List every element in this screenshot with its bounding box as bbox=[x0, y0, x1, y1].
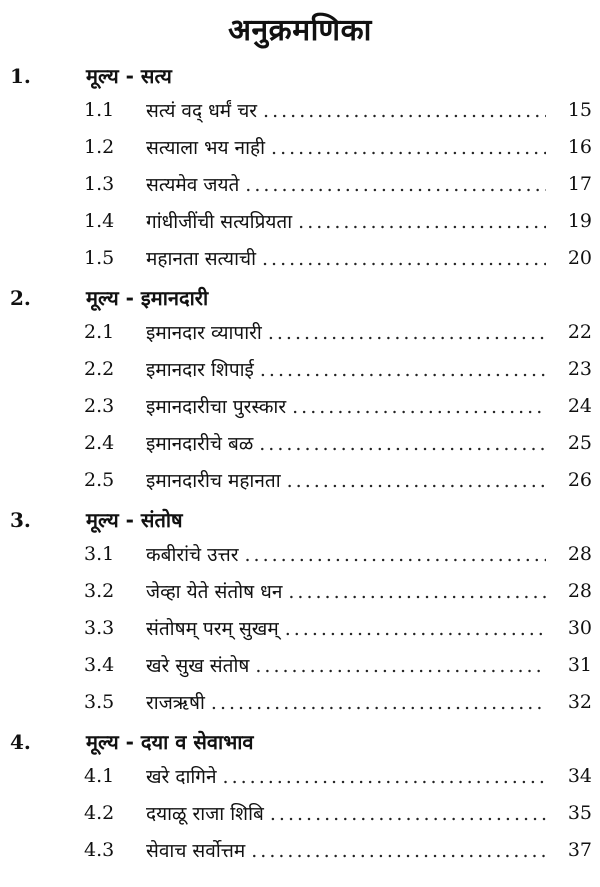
toc-entry bbox=[0, 390, 600, 424]
entry-title: इमानदार शिपाई bbox=[146, 359, 254, 381]
entry-number: 1.1 bbox=[84, 99, 115, 121]
entry-page-number: 37 bbox=[567, 839, 592, 861]
chapter-title: मूल्य - संतोष bbox=[86, 508, 183, 532]
entry-title: सत्याला भय नाही bbox=[146, 137, 266, 159]
entry-title: महानता सत्याची bbox=[146, 248, 256, 270]
entry-page-number: 34 bbox=[567, 765, 592, 787]
entry-page-number: 24 bbox=[567, 395, 592, 417]
entry-page-number: 16 bbox=[567, 136, 592, 158]
toc-entry bbox=[0, 760, 600, 794]
entry-number: 2.2 bbox=[84, 358, 115, 380]
entry-page-number: 35 bbox=[567, 802, 592, 824]
entry-title: कबीरांचे उत्तर bbox=[146, 544, 239, 566]
entry-page-number: 23 bbox=[567, 358, 592, 380]
dot-leader bbox=[285, 618, 546, 640]
toc-entry bbox=[0, 575, 600, 609]
dot-leader bbox=[244, 544, 546, 566]
entry-page-number: 19 bbox=[567, 210, 592, 232]
chapter-number: 3. bbox=[10, 508, 31, 532]
dot-leader bbox=[211, 692, 546, 714]
dot-leader bbox=[255, 655, 546, 677]
toc-entry bbox=[0, 649, 600, 683]
page-title: अनुक्रमणिका bbox=[228, 13, 372, 48]
entry-title: गांधीजींची सत्यप्रियता bbox=[146, 211, 293, 233]
entry-title: जेव्हा येते संतोष धन bbox=[146, 581, 283, 603]
entry-title: राजऋषी bbox=[146, 692, 205, 714]
toc-entry bbox=[0, 612, 600, 646]
entry-number: 3.1 bbox=[84, 543, 115, 565]
entry-page-number: 26 bbox=[567, 469, 592, 491]
entry-number: 2.5 bbox=[84, 469, 115, 491]
entry-title: सत्यमेव जयते bbox=[146, 174, 240, 196]
toc-entry bbox=[0, 538, 600, 572]
dot-leader bbox=[268, 322, 546, 344]
entry-number: 2.4 bbox=[84, 432, 115, 454]
dot-leader bbox=[263, 100, 546, 122]
chapter-heading bbox=[0, 504, 600, 538]
dot-leader bbox=[262, 248, 546, 270]
entry-page-number: 25 bbox=[567, 432, 592, 454]
entry-title: खरे सुख संतोष bbox=[146, 655, 250, 677]
entry-page-number: 22 bbox=[567, 321, 592, 343]
entry-number: 1.3 bbox=[84, 173, 115, 195]
chapter-number: 4. bbox=[10, 730, 31, 754]
dot-leader bbox=[288, 581, 546, 603]
chapter-heading bbox=[0, 282, 600, 316]
entry-page-number: 30 bbox=[567, 617, 592, 639]
dot-leader bbox=[271, 137, 546, 159]
entry-number: 1.5 bbox=[84, 247, 115, 269]
entry-page-number: 31 bbox=[567, 654, 592, 676]
chapter-heading bbox=[0, 726, 600, 760]
entry-number: 3.3 bbox=[84, 617, 115, 639]
dot-leader bbox=[270, 803, 546, 825]
entry-page-number: 20 bbox=[567, 247, 592, 269]
toc-entry bbox=[0, 834, 600, 868]
toc-entry bbox=[0, 242, 600, 276]
entry-number: 4.3 bbox=[84, 839, 115, 861]
entry-number: 4.2 bbox=[84, 802, 115, 824]
entry-title: सेवाच सर्वोत्तम bbox=[146, 840, 246, 862]
toc-entry bbox=[0, 464, 600, 498]
entry-title: इमानदारीचे बळ bbox=[146, 433, 254, 455]
entry-title: संतोषम् परम् सुखम् bbox=[146, 618, 279, 640]
entry-page-number: 32 bbox=[567, 691, 592, 713]
entry-number: 3.2 bbox=[84, 580, 115, 602]
toc-entry bbox=[0, 353, 600, 387]
entry-number: 3.5 bbox=[84, 691, 115, 713]
entry-title: खरे दागिने bbox=[146, 766, 217, 788]
entry-number: 1.2 bbox=[84, 136, 115, 158]
toc-entry bbox=[0, 205, 600, 239]
toc-entry bbox=[0, 316, 600, 350]
entry-title: इमानदारीच महानता bbox=[146, 470, 281, 492]
chapter-title: मूल्य - सत्य bbox=[86, 64, 172, 88]
dot-leader bbox=[287, 470, 546, 492]
entry-page-number: 28 bbox=[567, 543, 592, 565]
toc-entry bbox=[0, 427, 600, 461]
dot-leader bbox=[251, 840, 546, 862]
entry-title: इमानदार व्यापारी bbox=[146, 322, 262, 344]
entry-page-number: 15 bbox=[567, 99, 592, 121]
chapter-number: 2. bbox=[10, 286, 31, 310]
chapter-number: 1. bbox=[10, 64, 31, 88]
entry-number: 3.4 bbox=[84, 654, 115, 676]
chapter-title: मूल्य - इमानदारी bbox=[86, 286, 209, 310]
chapter-title: मूल्य - दया व सेवाभाव bbox=[86, 730, 254, 754]
entry-number: 2.3 bbox=[84, 395, 115, 417]
dot-leader bbox=[260, 359, 546, 381]
chapter-heading bbox=[0, 60, 600, 94]
entry-number: 2.1 bbox=[84, 321, 115, 343]
toc-entry bbox=[0, 686, 600, 720]
toc-entry bbox=[0, 94, 600, 128]
entry-title: इमानदारीचा पुरस्कार bbox=[146, 396, 287, 418]
entry-title: सत्यं वद् धर्मं चर bbox=[146, 100, 258, 122]
dot-leader bbox=[259, 433, 546, 455]
entry-page-number: 28 bbox=[567, 580, 592, 602]
dot-leader bbox=[245, 174, 546, 196]
toc-entry bbox=[0, 131, 600, 165]
dot-leader bbox=[223, 766, 546, 788]
toc-entry bbox=[0, 168, 600, 202]
entry-number: 1.4 bbox=[84, 210, 115, 232]
entry-page-number: 17 bbox=[567, 173, 592, 195]
dot-leader bbox=[292, 396, 546, 418]
toc-entry bbox=[0, 797, 600, 831]
entry-number: 4.1 bbox=[84, 765, 115, 787]
entry-title: दयाळू राजा शिबि bbox=[146, 803, 264, 825]
dot-leader bbox=[298, 211, 546, 233]
